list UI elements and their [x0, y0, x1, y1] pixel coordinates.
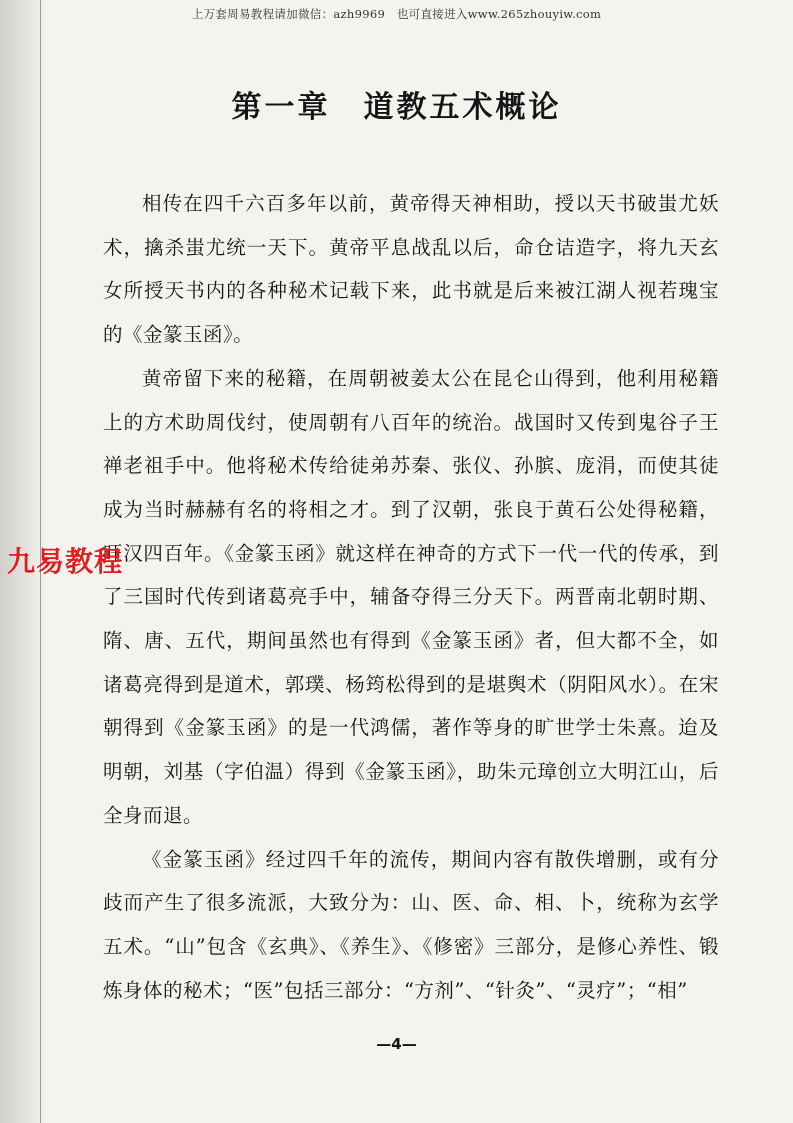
- chapter-title: 第一章 道教五术概论: [231, 90, 562, 125]
- header-banner: 上万套周易教程请加微信：azh9969 也可直接进入www.265zhouyiw.com: [191, 7, 602, 21]
- paragraph-1: 相传在四千六百多年以前，黄帝得天神相助，授以天书破蚩尤妖术，擒杀蚩尤统一天下。黄帝平息战乱以后，命仓诘造字，将九天玄女所授天书内的各种秘术记载下来，此书就是后来被江湖人视若瑰宝的《金篆玉函》。: [103, 192, 719, 347]
- paragraph-2: 黄帝留下来的秘籍，在周朝被姜太公在昆仑山得到，他利用秘籍上的方术助周伐纣，使周朝有八百年的统治。战国时又传到鬼谷子王禅老祖手中。他将秘术传给徒弟苏秦、张仪、孙膑、庞涓，而使其徒成为当时赫赫有名的将相之才。到了汉朝，张良于黄石公处得秘籍，旺汉四百年。《金篆玉函》就这样在神奇的方式下一代一代的传承，到了三国时代传到诸葛亮手中，辅备夺得三分天下。两晋南北朝时期、隋、唐、五代，期间虽然也有得到《金篆玉函》者，但大都不全，如诸葛亮得到是道术，郭璞、杨筠松得到的是堪舆术（阴阳风水）。在宋朝得到《金篆玉函》的是一代鸿儒，著作等身的旷世学士朱熹。迨及明朝，刘基（字伯温）得到《金篆玉函》，助朱元璋创立大明江山，后全身而退。: [103, 366, 719, 827]
- paragraph-3: 《金篆玉函》经过四千年的流传，期间内容有散佚增删，或有分歧而产生了很多流派，大致分为：山、医、命、相、卜，统称为玄学五术。“山”包含《玄典》、《养生》、《修密》三部分，是修心养性、锻炼身体的秘术；“医”包括三部分：“方剂”、“针灸”、“灵疗”；“相”: [103, 847, 719, 1002]
- body-text: [103, 182, 719, 1012]
- page-number: —4—: [376, 1035, 417, 1053]
- watermark-logo: 九易教程: [7, 545, 124, 578]
